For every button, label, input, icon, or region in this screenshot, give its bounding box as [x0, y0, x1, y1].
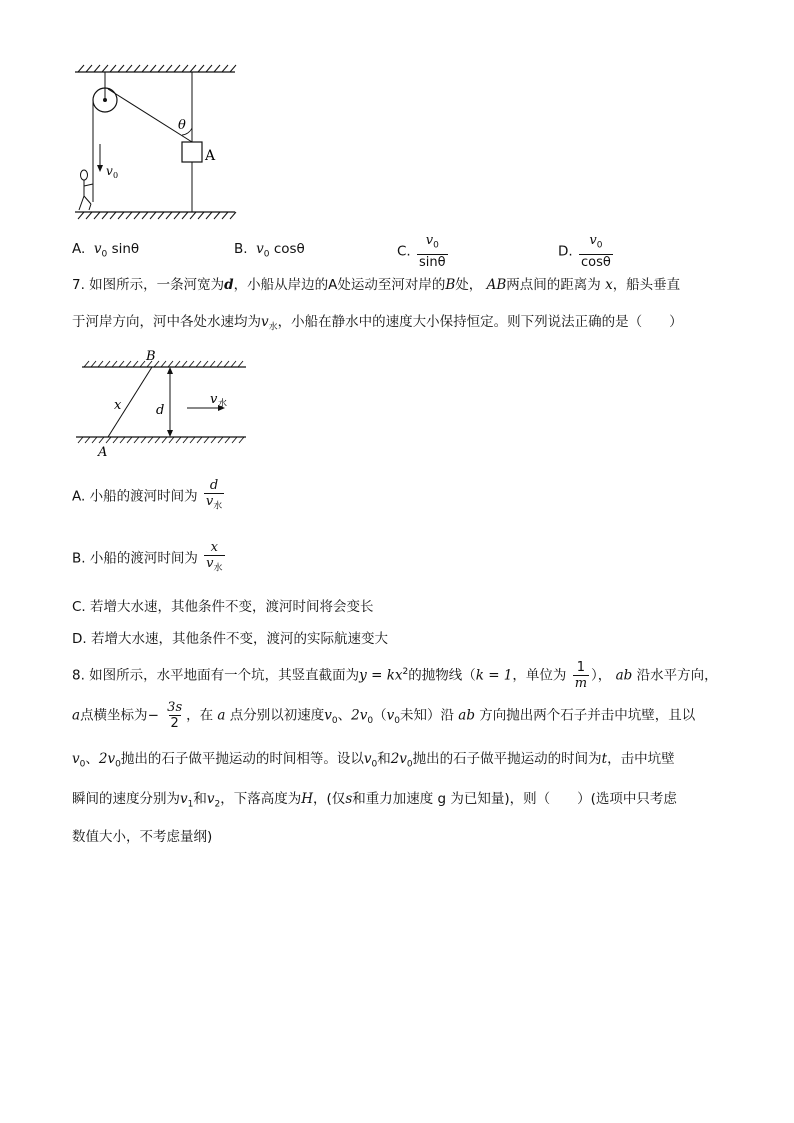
q6-option-c[interactable]: C. $\frac{v_0}{\sin\theta}$ [397, 233, 446, 270]
q7-option-d[interactable]: D. 若增大水速，其他条件不变，渡河的实际航速变大 [72, 631, 388, 647]
q7-line-1: 7. 如图所示，一条河宽为d，小船从岸边的A处运动至河对岸的B处， AB两点间的距离为 x，船头垂直 [72, 277, 681, 293]
q7-option-a[interactable]: A. 小船的渡河时间为 $\frac{d}{v_水}$ [72, 478, 226, 515]
q7-option-c[interactable]: C. 若增大水速，其他条件不变，渡河时间将会变长 [72, 599, 374, 615]
q8-line-3: $v_0$、$2v_0$抛出的石子做平抛运动的时间相等。设以$v_0$和$2v_0$抛出的石子做平抛运动的时间为t，击中坑壁 [72, 751, 675, 770]
river-label-x: x [114, 398, 122, 413]
fraction: $\frac{v_0}{\sin\theta}$ [419, 233, 446, 270]
v0-sub: 0 [113, 171, 119, 180]
pulley-figure [70, 62, 240, 227]
fraction: $\frac{v_0}{\cos\theta}$ [580, 233, 611, 270]
fraction: $\frac{d}{v_水}$ [204, 478, 224, 515]
q6-option-d[interactable]: D. $\frac{v_0}{\cos\theta}$ [558, 233, 611, 270]
river-figure [74, 346, 250, 458]
river-label-d: d [156, 403, 165, 418]
q8-line-1: 8. 如图所示，水平地面有一个坑，其竖直截面为$y = kx^2$的抛物线（k = 1，单位为 $\frac{1}{m}$ ）， ab 沿水平方向， [72, 660, 718, 691]
q8-line-4: 瞬间的速度分别为$v_1$和$v_2$，下落高度为H，(仅s和重力加速度 g 为已知量)，则（ ）(选项中只考虑 [72, 791, 677, 810]
river-label-v-sub: 水 [218, 399, 228, 409]
q6-option-b[interactable]: B. $v_0$ cosθ [234, 241, 305, 260]
river-label-a: A [98, 445, 108, 458]
q8-line-5: 数值大小，不考虑量纲) [72, 829, 213, 845]
q7-line-2: 于河岸方向，河中各处水速均为$v_水$，小船在静水中的速度大小保持恒定。则下列说法正确的是（ ） [72, 314, 683, 333]
q6-option-a[interactable]: A. $v_0$ sinθ [72, 241, 140, 260]
fraction: $\frac{x}{v_水}$ [204, 540, 224, 577]
theta-label: θ [178, 118, 186, 133]
q7-option-b[interactable]: B. 小船的渡河时间为 $\frac{x}{v_水}$ [72, 540, 227, 577]
v0-label: v [106, 164, 113, 178]
river-label-b: B [146, 349, 156, 364]
block-a-label: A [205, 148, 216, 164]
river-label-v: v [210, 392, 218, 407]
q8-line-2: a点横坐标为− $\frac{3s}{2}$ ，在 a 点分别以初速度$v_0$、$2v_0(v_0$未知）沿 ab 方向抛出两个石子并击中坑壁，且以 [72, 700, 696, 731]
